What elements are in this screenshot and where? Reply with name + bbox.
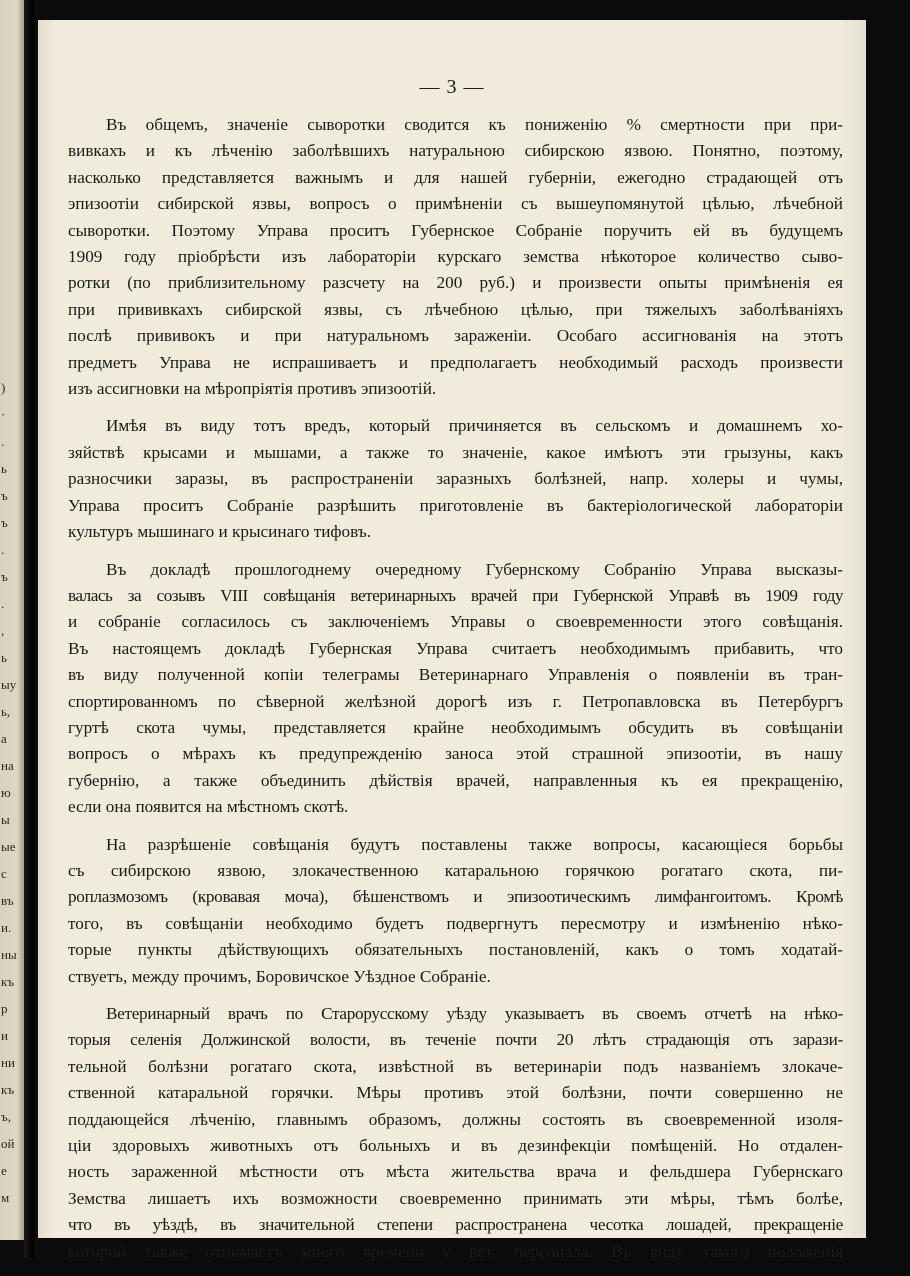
margin-fragment: ыу (1, 677, 17, 692)
text-line: предметъ Управа не испрашиваетъ и предполагаетъ необходимый расходъ произвести (68, 352, 843, 372)
text-line: тельной болѣзни рогатаго скота, извѣстной въ ветеринаріи подъ названіемъ злокаче- (68, 1056, 843, 1076)
paragraph-meeting (68, 557, 843, 821)
margin-fragment: . (1, 542, 5, 557)
text-line: что въ уѣздѣ, въ значительной степени распространена чесотка лошадей, прекращеніе (68, 1215, 843, 1235)
margin-fragment: ъ, (1, 1109, 11, 1124)
text-line: насколько представляется важнымъ и для нашей губерніи, ежегодно страдающей отъ (68, 167, 843, 187)
text-line: Имѣя въ виду тотъ вредъ, который причиняется въ сельскомъ и домашнемъ хо- (106, 416, 843, 436)
text-line: торые пункты дѣйствующихъ обязательныхъ постановленій, какъ о томъ ходатай- (68, 940, 843, 960)
margin-fragment: р (1, 1001, 8, 1016)
margin-fragment: ой (1, 1136, 15, 1151)
margin-fragment: ь (1, 461, 7, 476)
margin-fragment: ы (1, 812, 10, 827)
text-line: 1909 году пріобрѣсти изъ лабораторіи курскаго земства нѣкоторое количество сыво- (68, 247, 843, 267)
margin-fragment: къ (1, 974, 15, 989)
previous-page-edge (0, 0, 24, 1240)
margin-fragment: ю (1, 785, 11, 800)
text-line: послѣ прививокъ и при натуральномъ зараженіи. Особаго ассигнованія на этотъ (68, 326, 843, 346)
margin-fragment: · (1, 407, 6, 422)
paragraph-agenda (68, 832, 843, 990)
text-line: въ виду полученной копіи телеграмы Ветеринарнаго Управленія о появленіи въ тран- (68, 665, 843, 685)
text-line: эпизоотіи сибирской язвы, вопросъ о примѣненіи съ вышеупомянутой цѣлью, лѣчебной (68, 194, 843, 214)
margin-fragment: , (1, 623, 5, 638)
margin-fragment: ни (1, 1055, 15, 1070)
text-line: ціи здоровыхъ животныхъ отъ больныхъ и въ дезинфекціи помѣщеній. Но отдален- (68, 1136, 843, 1156)
margin-fragment: с (1, 866, 7, 881)
text-line: поддающейся лѣченію, главнымъ образомъ, должны состоять въ своевременной изоля- (68, 1109, 843, 1129)
margin-fragment: е (1, 1163, 7, 1178)
margin-fragment: на (1, 758, 14, 773)
text-line: Управа проситъ Собраніе разрѣшить приготовленіе въ бактеріологической лабораторіи (68, 495, 843, 515)
text-line: Въ докладѣ прошлогоднему очередному Губернскому Собранію Управа высказы- (106, 559, 843, 579)
margin-fragment: а (1, 731, 7, 746)
margin-fragment: ъ (1, 488, 8, 503)
text-line: культуръ мышинаго и крысинаго тифовъ. (68, 522, 372, 542)
paragraph-veterinarian (68, 1001, 843, 1265)
body-text (68, 112, 843, 1276)
text-line: вивкахъ и къ лѣченію заболѣвшихъ натуральною сибирскою язвою. Понятно, поэтому, (68, 141, 843, 161)
margin-fragment: ъ (1, 515, 8, 530)
margin-fragment: ъ (1, 569, 8, 584)
text-line: зяйствѣ крысами и мышами, а также то значеніе, какое имѣютъ эти грызуны, какъ (68, 442, 843, 462)
paragraph-serum (68, 112, 843, 402)
paragraph-rodents (68, 413, 843, 545)
text-line: ротки (по приблизительному разсчету на 200 руб.) и произвести опыты примѣненія ея (68, 273, 843, 293)
text-line: вопросъ о мѣрахъ къ предупрежденію заноса этой страшной эпизоотіи, въ нашу (68, 744, 843, 764)
text-line: съ сибирскою язвою, злокачественною катаральною горячкою рогатаго скота, пи- (68, 860, 843, 880)
text-line: роплазмозомъ (кровавая моча), бѣшенствомъ и эпизоотическимъ лимфангоитомъ. Кромѣ (68, 887, 843, 907)
page-number: — 3 — (419, 76, 485, 98)
text-line: торыя селенія Должинской волости, въ теченіе почти 20 лѣтъ страдающія отъ зарази- (68, 1030, 843, 1050)
margin-fragment: ые (1, 839, 16, 854)
text-line: губернію, а также объединить дѣйствія врачей, направленныя къ ея прекращенію, (68, 770, 843, 790)
text-line: ствуетъ, между прочимъ, Боровичское Уѣздное Собраніе. (68, 966, 491, 986)
text-line: Въ настоящемъ докладѣ Губернская Управа считаетъ необходимымъ прибавить, что (68, 638, 843, 658)
text-line: На разрѣшеніе совѣщанія будутъ поставлены также вопросы, касающіеся борьбы (106, 834, 843, 854)
margin-fragment: . (1, 596, 5, 611)
text-line: спортированномъ по сѣверной желѣзной дорогѣ изъ г. Петропавловска въ Петербургъ (68, 691, 843, 711)
margin-fragment: ь (1, 650, 7, 665)
text-line: того, въ совѣщаніи необходимо будетъ подвергнутъ пересмотру и измѣненію нѣко- (68, 913, 843, 933)
text-line: и собраніе согласилось съ заключеніемъ Управы о своевременности этого совѣщанія. (68, 612, 843, 632)
text-line: Ветеринарный врачъ по Старорусскому уѣзду указываетъ въ своемъ отчетѣ на нѣко- (106, 1004, 843, 1023)
margin-fragment: ь, (1, 704, 11, 719)
margin-fragment: ) (1, 380, 6, 395)
document-page (38, 20, 866, 1261)
text-line: гуртѣ скота чумы, представляется крайне необходимымъ обсудить въ совѣщаніи (68, 717, 843, 737)
text-line: если она появится на мѣстномъ скотѣ. (68, 797, 349, 817)
margin-fragment: м (1, 1190, 10, 1205)
text-line: Въ общемъ, значеніе сыворотки сводится къ пониженію % смертности при при- (106, 115, 843, 134)
margin-fragment: ны (1, 947, 17, 962)
text-line: Земства лишаетъ ихъ возможности своевременно принимать эти мѣры, тѣмъ болѣе, (68, 1188, 843, 1208)
text-line: разносчики заразы, въ распространеніи заразныхъ болѣзней, напр. холеры и чумы, (68, 469, 843, 489)
margin-fragment: и (1, 1028, 8, 1043)
text-line: ственной катаральной горячки. Мѣры противъ этой болѣзни, почти совершенно не (68, 1083, 843, 1103)
margin-fragment: и. (1, 920, 12, 935)
margin-fragment: къ (1, 1082, 15, 1097)
text-line: изъ ассигновки на мѣропріятія противъ эпизоотій. (68, 379, 437, 399)
text-line: при прививкахъ сибирской язвы, съ лѣчебною цѣлью, при тяжелыхъ заболѣваніяхъ (68, 299, 843, 319)
text-line: ность зараженной мѣстности отъ мѣста жительства врача и фельдшера Губернскаго (68, 1162, 843, 1182)
text-line: которой также отнимаетъ много времени у вет. персонала. Въ виду такого положенія (68, 1241, 843, 1261)
text-line: сыворотки. Поэтому Управа проситъ Губернское Собраніе поручить ей въ будущемъ (68, 220, 843, 240)
margin-fragment: . (1, 434, 5, 449)
margin-fragment: въ (1, 893, 14, 908)
book-gutter (24, 0, 38, 1258)
text-line: валась за созывъ VIII совѣщанія ветеринарныхъ врачей при Губернской Управѣ въ 1909 году (68, 585, 843, 605)
